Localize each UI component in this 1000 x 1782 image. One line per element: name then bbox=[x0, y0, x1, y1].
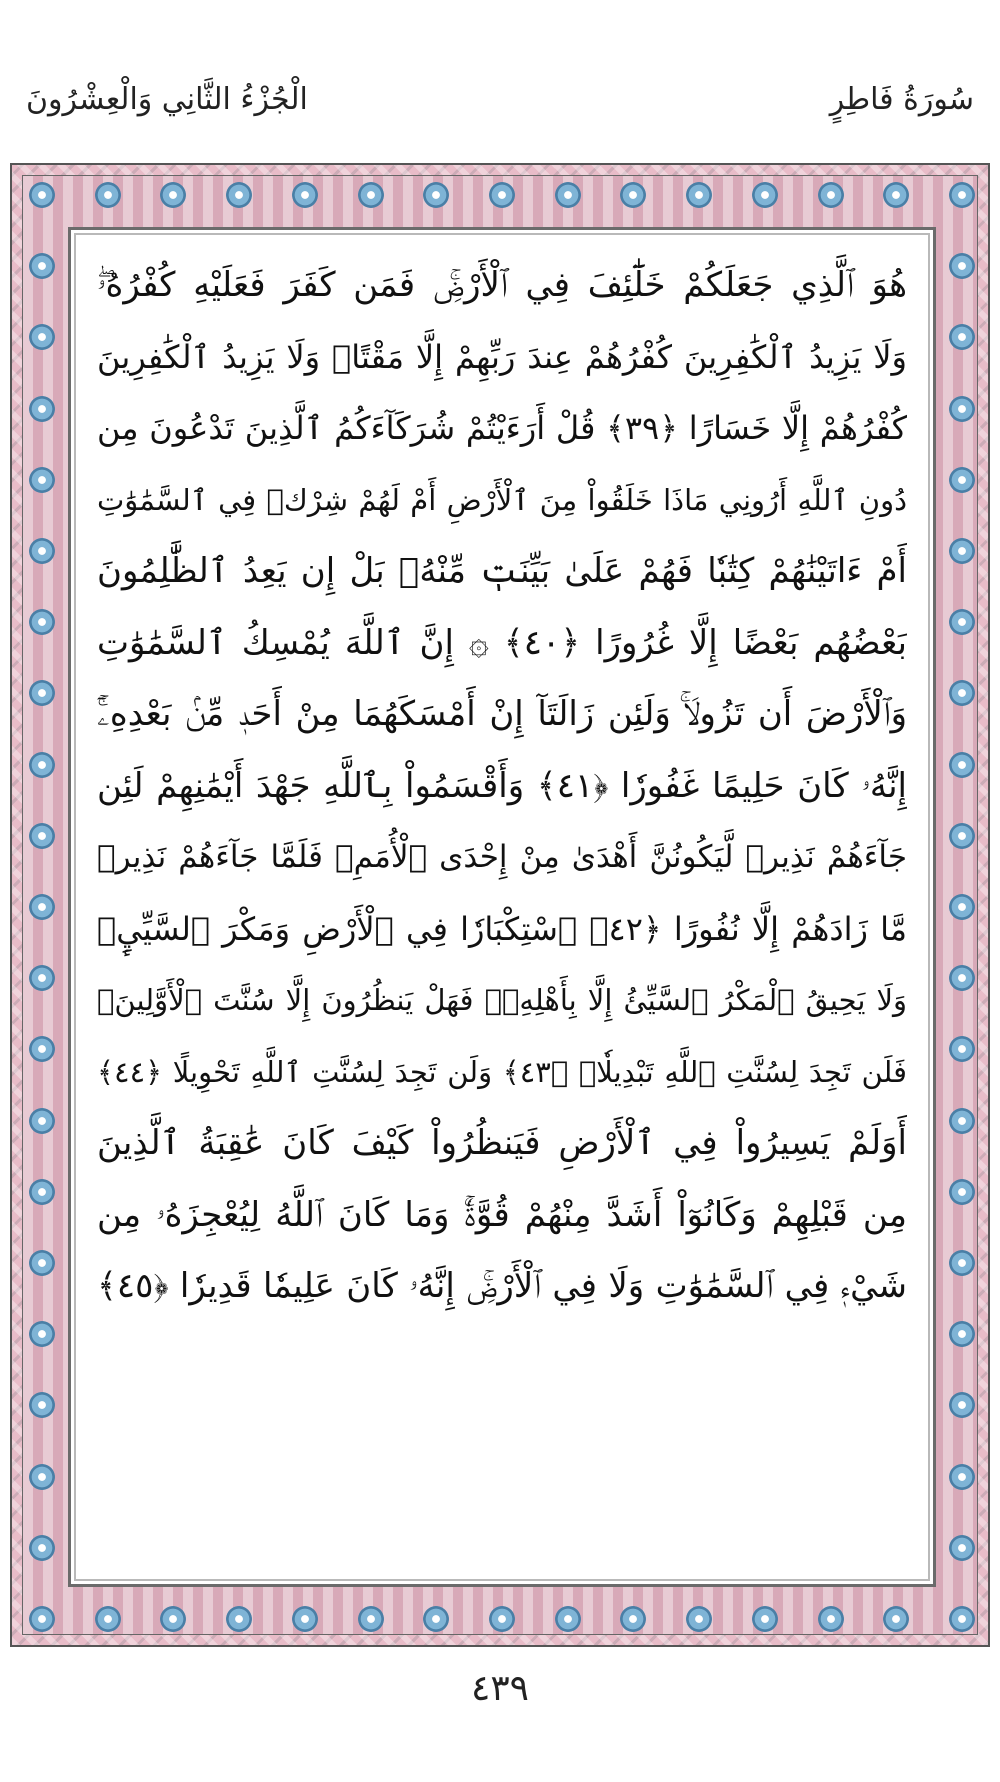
border-rosette bbox=[29, 538, 55, 564]
border-rosette bbox=[29, 396, 55, 422]
border-rosette bbox=[949, 1606, 975, 1632]
border-rosette bbox=[29, 1321, 55, 1347]
ornamental-border bbox=[10, 163, 990, 1647]
border-rosette bbox=[489, 182, 515, 208]
border-rosette bbox=[686, 1606, 712, 1632]
border-rosette bbox=[95, 1606, 121, 1632]
border-rosette bbox=[949, 1250, 975, 1276]
verse-line: جَآءَهُمْ نَذِيرٞ لَّيَكُونُنَّ أَهْدَىٰ مِنْ إِحْدَى ٱلْأُمَمِۖ فَلَمَّا جَآءَهُمْ نَذِيرٞ bbox=[97, 839, 907, 875]
border-rosette bbox=[226, 182, 252, 208]
border-rosette bbox=[686, 182, 712, 208]
border-rosette bbox=[752, 182, 778, 208]
border-rosette bbox=[949, 1535, 975, 1561]
juz-title: الْجُزْءُ الثَّانِي وَالْعِشْرُونَ bbox=[26, 82, 308, 117]
border-rosette bbox=[949, 965, 975, 991]
verse-line: مِن قَبْلِهِمْ وَكَانُوٓاْ أَشَدَّ مِنْهُمْ قُوَّةٗۚ وَمَا كَانَ ٱللَّهُ لِيُعْجِزَهُۥ مِن bbox=[97, 1194, 907, 1235]
border-rosette bbox=[29, 1250, 55, 1276]
page-number: ٤٣٩ bbox=[470, 1668, 529, 1709]
border-rosette bbox=[29, 609, 55, 635]
border-rosette bbox=[949, 894, 975, 920]
border-rosette bbox=[29, 253, 55, 279]
verse-line: فَلَن تَجِدَ لِسُنَّتِ ٱللَّهِ تَبْدِيلٗاۖ ﴿٤٣﴾ وَلَن تَجِدَ لِسُنَّتِ ٱللَّهِ تَحْوِيلًا ﴿٤٤﴾ bbox=[97, 1054, 907, 1089]
border-rosette bbox=[818, 1606, 844, 1632]
border-rosette bbox=[29, 965, 55, 991]
verse-line: شَيْءٖ فِي ٱلسَّمَٰوَٰتِ وَلَا فِي ٱلْأَرْضِۚ إِنَّهُۥ كَانَ عَلِيمٗا قَدِيرٗا ﴿٤٥﴾ bbox=[97, 1266, 907, 1306]
border-rosette bbox=[489, 1606, 515, 1632]
verse-line: كُفْرُهُمْ إِلَّا خَسَارًا ﴿٣٩﴾ قُلْ أَرَءَيْتُمْ شُرَكَآءَكُمُ ٱلَّذِينَ تَدْعُونَ مِن bbox=[97, 409, 907, 447]
verse-line: مَّا زَادَهُمْ إِلَّا نُفُورًا ﴿٤٢﴾ ٱسْتِكْبَارٗا فِي ٱلْأَرْضِ وَمَكْرَ ٱلسَّيِّيِٕۚ bbox=[97, 909, 907, 948]
page-header bbox=[0, 82, 1000, 142]
verse-line: بَعْضُهُم بَعْضًا إِلَّا غُرُورًا ﴿٤٠﴾ ۞ إِنَّ ٱللَّهَ يُمْسِكُ ٱلسَّمَٰوَٰتِ bbox=[97, 622, 907, 663]
border-rosette bbox=[949, 467, 975, 493]
border-rosette bbox=[555, 182, 581, 208]
border-rosette bbox=[358, 1606, 384, 1632]
border-rosette bbox=[29, 1464, 55, 1490]
border-rosette bbox=[949, 1321, 975, 1347]
verse-lines bbox=[97, 250, 907, 1323]
border-rosette bbox=[29, 182, 55, 208]
border-rosette bbox=[29, 823, 55, 849]
border-rosette bbox=[949, 538, 975, 564]
border-rosette bbox=[752, 1606, 778, 1632]
border-rosette bbox=[949, 396, 975, 422]
surah-title: سُورَةُ فَاطِرٍ bbox=[829, 82, 974, 117]
verse-line: دُونِ ٱللَّهِ أَرُونِي مَاذَا خَلَقُواْ مِنَ ٱلْأَرْضِ أَمْ لَهُمْ شِرْكٞ فِي ٱلسَّمَٰوَٰتِ bbox=[97, 482, 907, 517]
border-rosette bbox=[949, 1108, 975, 1134]
border-rosette bbox=[226, 1606, 252, 1632]
border-rosette bbox=[29, 1535, 55, 1561]
border-rosette bbox=[29, 752, 55, 778]
border-rosette bbox=[555, 1606, 581, 1632]
verse-line: وَلَا يَزِيدُ ٱلْكَٰفِرِينَ كُفْرُهُمْ عِندَ رَبِّهِمْ إِلَّا مَقْتًاۖ وَلَا يَزِيدُ ٱلْكَٰفِرِينَ bbox=[97, 337, 907, 376]
border-rosette bbox=[818, 182, 844, 208]
border-rosette bbox=[292, 1606, 318, 1632]
verse-line: هُوَ ٱلَّذِي جَعَلَكُمْ خَلَٰٓئِفَ فِي ٱلْأَرْضِۚ فَمَن كَفَرَ فَعَلَيْهِ كُفْرُهُۥۖ bbox=[97, 265, 907, 305]
verse-line: وَلَا يَحِيقُ ٱلْمَكْرُ ٱلسَّيِّئُ إِلَّا بِأَهْلِهِۦۚ فَهَلْ يَنظُرُونَ إِلَّا سُنَّتَ ٱلْأَوَّلِينَۚ bbox=[97, 983, 907, 1017]
border-rosette bbox=[358, 182, 384, 208]
border-rosette bbox=[29, 467, 55, 493]
border-rosette bbox=[95, 182, 121, 208]
border-rosette bbox=[29, 1108, 55, 1134]
verse-line: أَمْ ءَاتَيْنَٰهُمْ كِتَٰبٗا فَهُمْ عَلَىٰ بَيِّنَتٖ مِّنْهُۚ بَلْ إِن يَعِدُ ٱلظَّٰلِمُونَ bbox=[97, 551, 907, 591]
verse-line: وَٱلْأَرْضَ أَن تَزُولَاۚ وَلَئِن زَالَتَآ إِنْ أَمْسَكَهُمَا مِنْ أَحَدٖ مِّنۢ بَعْدِهِۦٓۚ bbox=[97, 694, 907, 734]
border-rosette bbox=[29, 1179, 55, 1205]
border-rosette bbox=[949, 182, 975, 208]
verse-line: إِنَّهُۥ كَانَ حَلِيمًا غَفُورٗا ﴿٤١﴾ وَأَقْسَمُواْ بِٱللَّهِ جَهْدَ أَيْمَٰنِهِمْ لَئِن bbox=[97, 765, 907, 806]
border-rosette bbox=[949, 1464, 975, 1490]
border-rosette bbox=[292, 182, 318, 208]
verse-line: أَوَلَمْ يَسِيرُواْ فِي ٱلْأَرْضِ فَيَنظُرُواْ كَيْفَ كَانَ عَٰقِبَةُ ٱلَّذِينَ bbox=[97, 1123, 907, 1163]
border-rosette bbox=[29, 894, 55, 920]
border-rosette bbox=[949, 609, 975, 635]
border-rosette bbox=[949, 752, 975, 778]
border-rosette bbox=[949, 1179, 975, 1205]
border-rosette bbox=[29, 1606, 55, 1632]
border-rosette bbox=[949, 253, 975, 279]
verse-panel bbox=[68, 227, 936, 1587]
border-rosette bbox=[949, 823, 975, 849]
